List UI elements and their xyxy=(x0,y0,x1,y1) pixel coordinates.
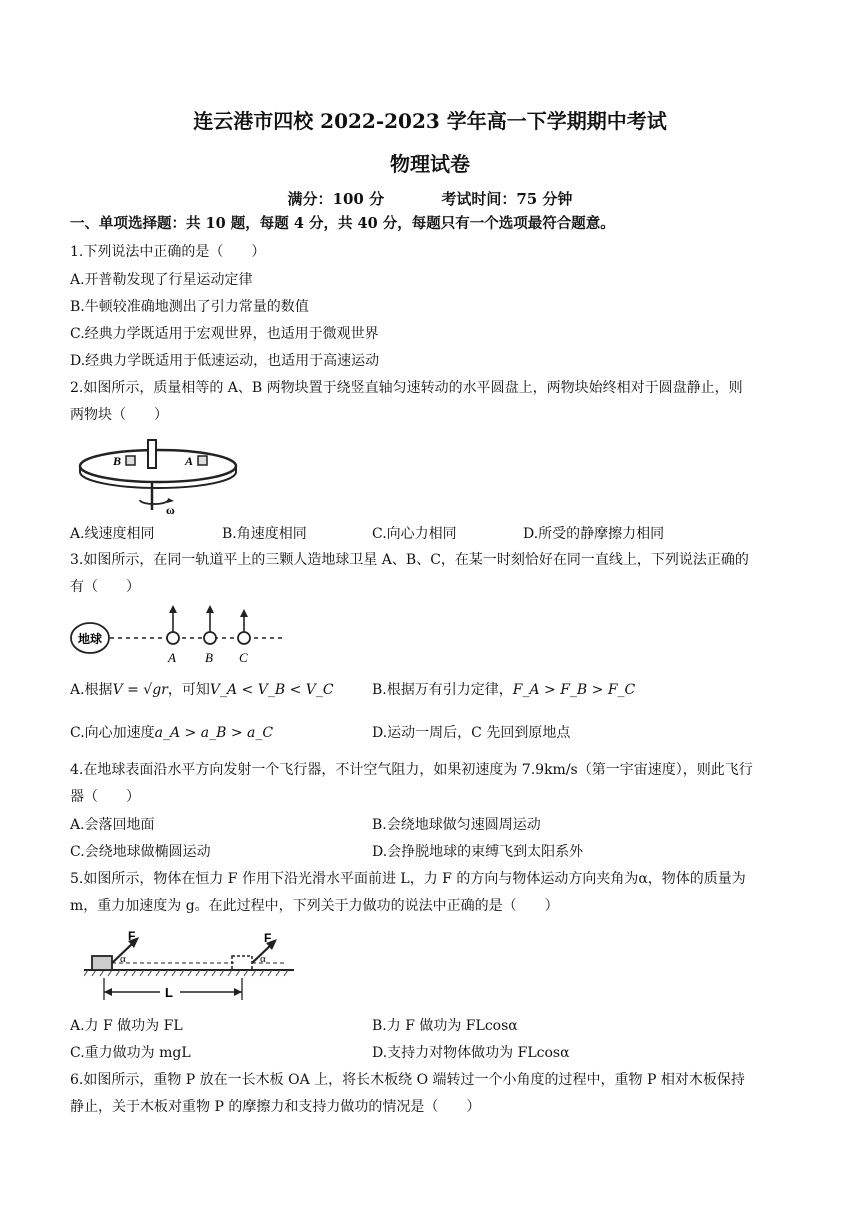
q3-satellite-figure xyxy=(70,604,285,664)
exam-meta xyxy=(0,188,860,209)
q4-option-d: D.会挣脱地球的束缚飞到太阳系外 xyxy=(372,844,584,860)
q2-option-a: A.线速度相同 xyxy=(70,526,155,542)
q5-force-figure xyxy=(84,926,304,1010)
q1-option-d: D.经典力学既适用于低速运动，也适用于高速运动 xyxy=(70,353,380,369)
q5-fig-alpha-end: α xyxy=(260,953,266,965)
exam-subtitle: 物理试卷 xyxy=(390,152,470,176)
q2-option-b: B.角速度相同 xyxy=(222,526,307,542)
section-heading: 一、单项选择题：共 10 题，每题 4 分，共 40 分，每题只有一个选项最符合题意。 xyxy=(70,215,615,232)
q3-fig-earth: 地球 xyxy=(77,632,103,646)
q2-turntable-figure xyxy=(70,436,240,516)
q3-stem-line1: 3.如图所示，在同一轨道平上的三颗人造地球卫星 A、B、C，在某一时刻恰好在同一直线上，下列说法正确的 xyxy=(70,552,749,568)
q4-option-b: B.会绕地球做匀速圆周运动 xyxy=(372,817,541,833)
q5-option-b: B.力 F 做功为 FLcosα xyxy=(372,1018,518,1034)
exam-title: 连云港市四校 2022-2023 学年高一下学期期中考试 xyxy=(193,109,667,133)
exam-time: 考试时间：75 分钟 xyxy=(441,190,573,208)
q3-relation-v: V_A < V_B < V_C xyxy=(209,682,334,698)
q4-stem-line1: 4.在地球表面沿水平方向发射一个飞行器，不计空气阻力，如果初速度为 7.9km/s（第一宇宙速度），则此飞行 xyxy=(70,762,753,778)
q5-fig-alpha-start: α xyxy=(120,953,126,965)
q3-option-c: C.向心加速度a_A > a_B > a_C xyxy=(70,725,274,741)
q5-stem-line1: 5.如图所示，物体在恒力 F 作用下沿光滑水平面前进 L，力 F 的方向与物体运动方向夹角为α，物体的质量为 xyxy=(70,871,746,887)
q5-fig-force-label-start: F xyxy=(128,929,136,943)
q3-option-d: D.运动一周后，C 先回到原地点 xyxy=(372,725,571,741)
q2-fig-omega: ω xyxy=(166,503,175,516)
q2-option-c: C.向心力相同 xyxy=(372,526,457,542)
q3-fig-label-c: C xyxy=(239,650,248,664)
q1-stem: 1.下列说法中正确的是（ ） xyxy=(70,244,266,260)
q2-stem-line1: 2.如图所示，质量相等的 A、B 两物块置于绕竖直轴匀速转动的水平圆盘上，两物块始终相对于圆盘静止，则 xyxy=(70,380,743,396)
q1-option-a: A.开普勒发现了行星运动定律 xyxy=(70,272,253,288)
q4-option-c: C.会绕地球做椭圆运动 xyxy=(70,844,211,860)
q3-stem-line2: 有（ ） xyxy=(70,579,140,595)
q5-fig-force-label-end: F xyxy=(264,931,272,945)
q5-option-a: A.力 F 做功为 FL xyxy=(70,1018,183,1034)
full-score: 满分：100 分 xyxy=(287,190,385,208)
q3-fig-label-a: A xyxy=(168,650,176,664)
q2-option-d: D.所受的静摩擦力相同 xyxy=(523,526,665,542)
q3-option-a: A.根据V = √gr，可知V_A < V_B < V_C xyxy=(70,682,334,698)
q3-relation-f: F_A > F_B > F_C xyxy=(512,682,636,698)
q2-fig-label-b: B xyxy=(113,454,122,468)
q3-option-b: B.根据万有引力定律，F_A > F_B > F_C xyxy=(372,682,636,698)
q4-option-a: A.会落回地面 xyxy=(70,817,155,833)
q4-stem-line2: 器（ ） xyxy=(70,789,140,805)
q2-fig-label-a: A xyxy=(185,454,194,468)
q1-option-b: B.牛顿较准确地测出了引力常量的数值 xyxy=(70,299,309,315)
q5-stem-line2: m，重力加速度为 g。在此过程中，下列关于力做功的说法中正确的是（ ） xyxy=(70,898,559,914)
q5-option-c: C.重力做功为 mgL xyxy=(70,1045,191,1061)
q3-relation-a: a_A > a_B > a_C xyxy=(154,725,274,741)
q6-stem-line1: 6.如图所示，重物 P 放在一长木板 OA 上，将长木板绕 O 端转过一个小角度的过程中，重物 P 相对木板保持 xyxy=(70,1072,745,1088)
q3-fig-label-b: B xyxy=(205,650,213,664)
q5-fig-length-label: L xyxy=(165,985,173,1000)
q2-stem-line2: 两物块（ ） xyxy=(70,407,168,423)
q1-option-c: C.经典力学既适用于宏观世界，也适用于微观世界 xyxy=(70,326,379,342)
q6-stem-line2: 静止，关于木板对重物 P 的摩擦力和支持力做功的情况是（ ） xyxy=(70,1099,481,1115)
q3-formula-v: V = √gr xyxy=(112,682,168,698)
q5-option-d: D.支持力对物体做功为 FLcosα xyxy=(372,1045,570,1061)
